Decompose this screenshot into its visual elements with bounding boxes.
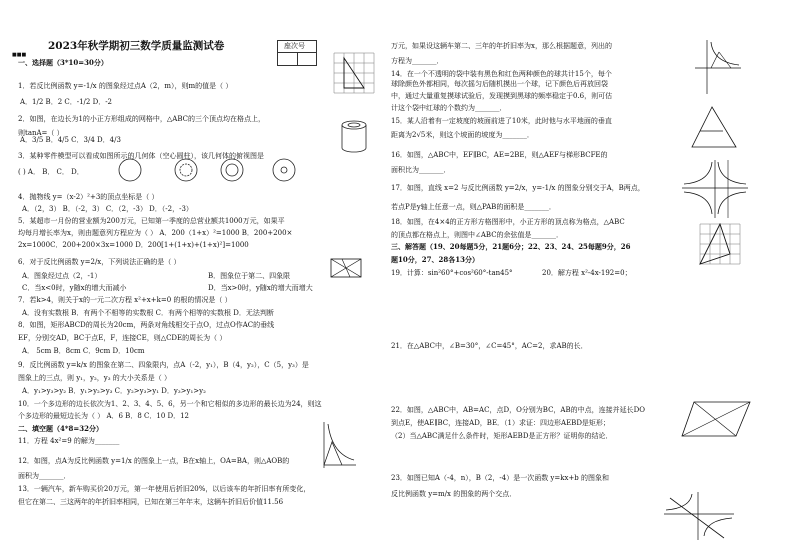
question-16-line-2: 面积比为_______． bbox=[391, 166, 451, 174]
question-2-line-1: 2．如图，在边长为1的小正方形组成的网格中，△ABC的三个顶点均在格点上， bbox=[18, 115, 265, 123]
q22-parallelogram-figure bbox=[680, 400, 752, 440]
question-3: 3．某种零件模型可以看成如图所示的几何体（空心圆柱），该几何体的俯视图是 bbox=[18, 152, 264, 160]
q16-triangle-figure bbox=[690, 105, 742, 155]
question-12-line-1: 12．如图，点A为反比例函数 y=1/x 的图象上一点，B在x轴上，OA=BA，则△AOB的 bbox=[18, 457, 290, 465]
q18-grid-figure bbox=[698, 222, 744, 268]
question-9-line-1: 9．反比例函数 y=k/x 的图象在第二、四象限内，点A（-2，y₁），B（4，y₂），C（5，y₃）是 bbox=[18, 361, 309, 369]
question-7-options: A．没有实数根 B．有两个不相等的实数根 C．有两个相等的实数根 D．无法判断 bbox=[22, 309, 274, 317]
section-1-heading: 一、选择题（3*10=30分） bbox=[18, 58, 108, 67]
question-15-line-2: 距离为2√5米，则这个坡面的坡度为_______． bbox=[391, 131, 534, 139]
question-2-line-2: 则tanA=（ ） bbox=[18, 129, 64, 137]
question-13-line-2: 但它在第二、三这两年的年折旧率相同，已知在第三年年末，这辆车折旧后价值11.56 bbox=[18, 498, 284, 506]
question-10-line-2: 个多边形的最短边长为（ ） A．6 B．8 C．10 D．12 bbox=[18, 412, 190, 420]
question-21: 21．在△ABC中，∠B=30°，∠C=45°，AC=2，求AB的长． bbox=[391, 342, 588, 350]
q3-cylinder-figure bbox=[340, 120, 370, 154]
question-13-line-1: 13．一辆汽车，新车购买价20万元，第一年使用后折旧20%，以后该车的年折旧率有所变化， bbox=[18, 485, 311, 493]
question-15-line-1: 15．某人沿着有一定坡度的坡面前进了10米，此时他与水平地面的垂直 bbox=[391, 117, 612, 125]
question-6: 6．对于反比例函数 y=2/x，下列说法正确的是（ ） bbox=[18, 258, 181, 266]
question-17-line-1: 17．如图，直线 x=2 与反比例函数 y=2/x，y=-1/x 的图象分别交于A，B两点， bbox=[391, 184, 645, 192]
question-9-line-2: 图象上的三点，则 y₁，y₂，y₃ 的大小关系是（ ） bbox=[18, 374, 171, 382]
question-13-line-3: 万元，如果设这辆车第二、三年的年折旧率为x，那么根据题意，列出的 bbox=[391, 42, 612, 50]
question-1-options: A．1/2 B．2 C．-1/2 D．-2 bbox=[20, 98, 113, 106]
question-5-line-3: 2x=1000C．200+200×3x=1000 D．200[1+(1+x)+(1+x)²]=1000 bbox=[18, 241, 249, 249]
question-5-line-2: 均每月增长率为x，则由题意列方程应为（ ） A．200（1+x）²=1000 B．200+200× bbox=[18, 229, 293, 237]
question-12-line-2: 面积为_______． bbox=[18, 472, 71, 480]
question-8-line-2: EF，分别交AD，BC于点E，F，连接CE，则△CDE的周长为（ ） bbox=[18, 334, 227, 342]
question-1: 1．若反比例函数 y=-1/x 的图象经过点A（2，m），则m的值是（ ） bbox=[18, 82, 233, 90]
question-8-line-1: 8．如图，矩形ABCD的周长为20cm，两条对角线相交于点O，过点O作AC的垂线 bbox=[18, 321, 275, 329]
question-6-option-d: D．当x>0时，y随x的增大而增大 bbox=[208, 284, 313, 292]
q3-option-figures bbox=[18, 150, 370, 190]
question-18-line-1: 18．如图，在4×4的正方形方格图形中，小正方形的顶点称为格点，△ABC bbox=[391, 218, 625, 226]
question-11: 11．方程 4x²=9 的解为_______ bbox=[18, 437, 120, 445]
q8-rectangle-figure bbox=[330, 258, 364, 280]
q23-graph-figure bbox=[662, 490, 736, 542]
question-6-option-b: B．图象位于第二、四象限 bbox=[208, 272, 291, 280]
question-20: 20．解方程 x²-4x-192=0； bbox=[542, 269, 632, 277]
seat-number-label: 座次号 bbox=[284, 42, 305, 50]
question-19: 19．计算：sin²60°+cos²60°-tan45° bbox=[391, 269, 513, 277]
corner-mark: ■■■ bbox=[12, 52, 27, 58]
question-23-line-1: 23．如图已知A（-4，n），B（2，-4）是一次函数 y=kx+b 的图象和 bbox=[391, 474, 610, 482]
question-18-line-2: 的顶点都在格点上，则图中∠ABC的余弦值是_______． bbox=[391, 231, 564, 239]
question-22-line-3: （2）当△ABC满足什么条件时，矩形AEBD是正方形？证明你的结论． bbox=[391, 432, 613, 440]
question-5-line-1: 5．某超市一月份的营业额为200万元，已知第一季度的总营业额共1000万元，如果平 bbox=[18, 217, 285, 225]
question-9-options: A．y₁>y₃>y₂ B．y₁>y₂>y₃ C．y₂>y₃>y₁ D．y₃>y₁>y₂ bbox=[22, 387, 206, 395]
section-2-heading: 二、填空题（4*8=32分） bbox=[18, 424, 104, 433]
q12-graph-figure bbox=[318, 420, 358, 470]
question-7: 7．若k>4，则关于x的一元二次方程 x²+x+k=0 的根的情况是（ ） bbox=[18, 296, 232, 304]
question-3-options: ( ) A． B． C． D． bbox=[18, 168, 84, 176]
q12-side-graph-figure bbox=[685, 38, 745, 98]
question-4: 4．抛物线 y=（x-2）²+3的顶点坐标是（ ） bbox=[18, 193, 159, 201]
q2-grid-figure bbox=[334, 53, 378, 97]
question-14-line-1: 14．在一个不透明的袋中装有黑色和红色两种颜色的球共计15个，每个 bbox=[391, 70, 612, 78]
page-title: 2023年秋学期初三数学质量监测试卷 bbox=[48, 40, 225, 52]
question-13-line-4: 方程为_______． bbox=[391, 57, 444, 65]
question-14-line-2: 球除颜色外都相同，每次摇匀后随机摸出一个球，记下颜色后再放回袋 bbox=[391, 80, 608, 88]
question-4-options: A．（2，3） B．（-2，3） C．（2，-3） D．（-2，-3） bbox=[22, 205, 193, 213]
question-2-options: A．3/5 B．4/5 C．3/4 D．4/3 bbox=[20, 136, 121, 144]
question-14-line-4: 计这个袋中红球的个数约为_______． bbox=[391, 104, 507, 112]
question-14-line-3: 中，通过大量重复摸球试验后，发现摸到黑球的频率稳定于0.6，则可估 bbox=[391, 92, 613, 100]
question-22-line-1: 22．如图，△ABC中，AB=AC，点D，O分别为BC，AB的中点，连接并延长DO bbox=[391, 406, 645, 414]
question-6-option-c: C．当x<0时，y随x的增大而减小 bbox=[22, 284, 127, 292]
question-8-options: A． 5cm B．8cm C．9cm D．10cm bbox=[22, 347, 145, 355]
question-10-line-1: 10．一个多边形的边长依次为1、2、3、4、5、6，另一个和它相似的多边形的最长边为24，则这 bbox=[18, 400, 322, 408]
q17-hyperbola-figure bbox=[680, 158, 750, 220]
question-17-line-2: 若点P是y轴上任意一点，则△PAB的面积是_______． bbox=[391, 203, 556, 211]
seat-number-box bbox=[277, 40, 317, 66]
question-22-line-2: 到点E，使AE∥BC，连接AD，BE．（1）求证：四边形AEBD是矩形； bbox=[391, 419, 610, 427]
question-6-option-a: A．图象经过点（2，-1） bbox=[22, 272, 102, 280]
section-3-heading-line-1: 三、解答题（19、20每题5分，21题6分；22、23、24、25每题9分，26 bbox=[391, 242, 631, 251]
question-16-line-1: 16．如图，△ABC中，EF∥BC，AE=2BE，则△AEF与梯形BCFE的 bbox=[391, 151, 608, 159]
question-23-line-2: 反比例函数 y=m/x 的图象的两个交点． bbox=[391, 490, 517, 498]
section-3-heading-line-2: 题10分，27、28各13分） bbox=[391, 255, 479, 264]
